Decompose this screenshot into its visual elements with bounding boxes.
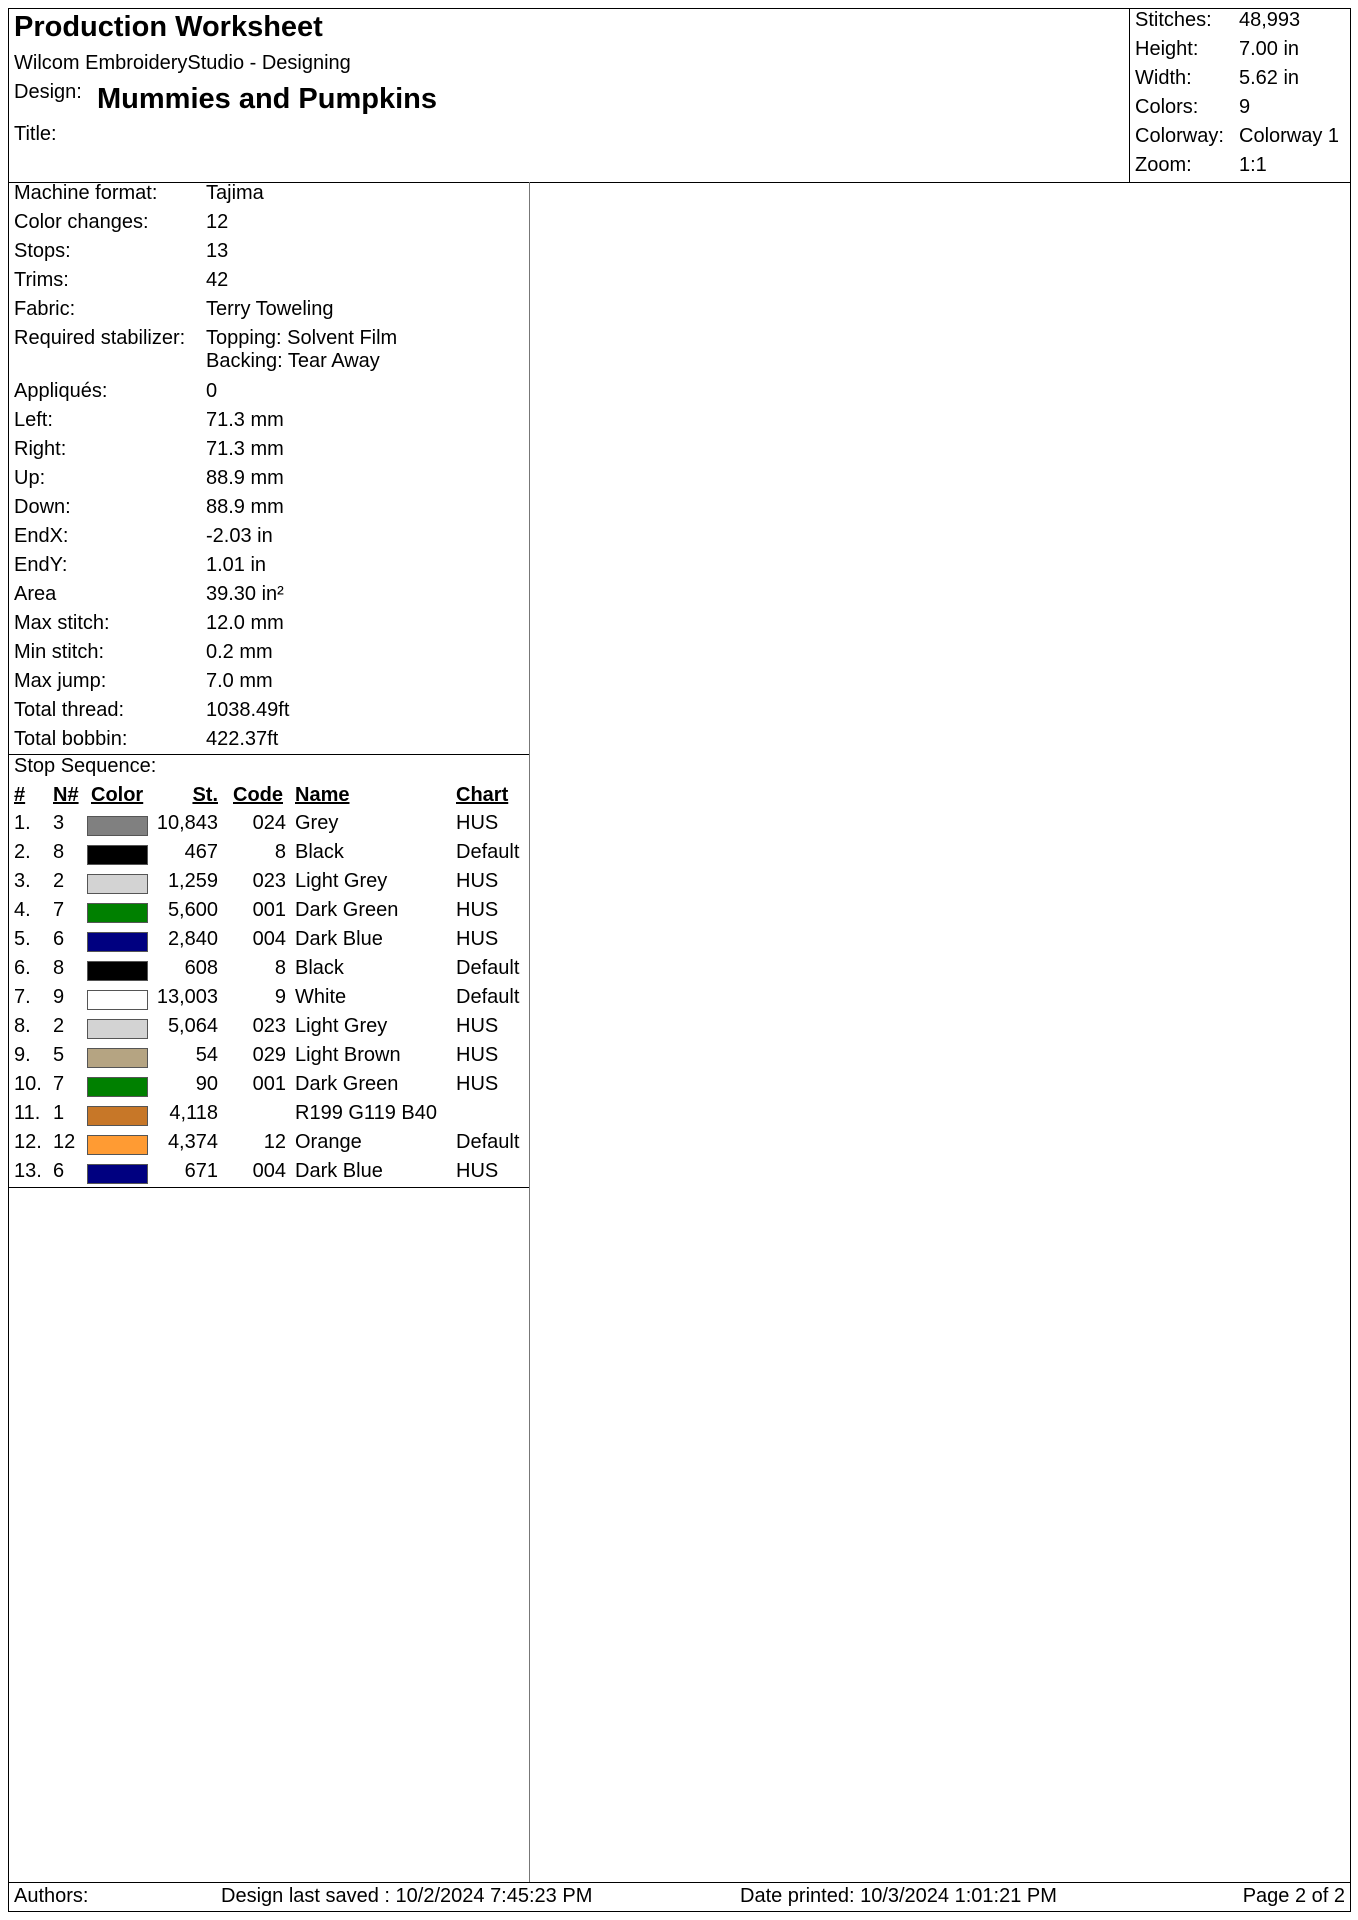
thread-name: Dark Blue — [295, 1160, 383, 1182]
property-row — [9, 240, 529, 269]
header-code: Code — [233, 784, 283, 806]
thread-chart: HUS — [456, 1160, 499, 1182]
needle-number: 5 — [53, 1044, 65, 1066]
thread-name: Light Brown — [295, 1044, 401, 1066]
table-row — [9, 957, 529, 986]
stitch-count: 608 — [184, 957, 218, 979]
property-label: Total thread: — [14, 699, 125, 721]
property-value — [206, 583, 284, 606]
header-stitches: St. — [192, 784, 218, 806]
table-row — [9, 1073, 529, 1102]
property-label: Fabric: — [14, 298, 76, 320]
property-value-line: Backing: Tear Away — [206, 350, 380, 372]
property-row — [9, 496, 529, 525]
property-label: Total bobbin: — [14, 728, 128, 750]
stitch-count: 2,840 — [167, 928, 218, 950]
stat-value: 48,993 — [1239, 9, 1301, 31]
stat-row — [1130, 67, 1351, 96]
thread-chart: HUS — [456, 928, 499, 950]
page-title: Production Worksheet — [14, 11, 323, 43]
color-swatch — [87, 1077, 148, 1097]
needle-number: 9 — [53, 986, 65, 1008]
stat-row — [1130, 125, 1351, 154]
worksheet-header — [9, 9, 1350, 183]
needle-number: 6 — [53, 1160, 65, 1182]
needle-number: 12 — [53, 1131, 76, 1153]
property-label: Max stitch: — [14, 612, 110, 634]
property-value-line: 0.2 mm — [206, 641, 273, 663]
thread-code: 023 — [252, 870, 286, 892]
authors-label: Authors: — [14, 1885, 89, 1907]
property-value — [206, 269, 228, 292]
thread-name: R199 G119 B40 — [295, 1102, 437, 1124]
stat-value: Colorway 1 — [1239, 125, 1340, 147]
last-saved: Design last saved : 10/2/2024 7:45:23 PM — [221, 1885, 593, 1907]
property-value — [206, 298, 333, 321]
thread-code: 004 — [252, 1160, 286, 1182]
property-value — [206, 728, 278, 751]
property-label: EndY: — [14, 554, 68, 576]
stat-value: 1:1 — [1239, 154, 1267, 176]
stitch-count: 1,259 — [167, 870, 218, 892]
property-row — [9, 525, 529, 554]
property-label: EndX: — [14, 525, 69, 547]
table-row — [9, 899, 529, 928]
color-swatch — [87, 961, 148, 981]
property-value — [206, 699, 289, 722]
stitch-count: 13,003 — [156, 986, 218, 1008]
header-index: # — [14, 784, 26, 806]
property-value — [206, 211, 228, 234]
table-row — [9, 1044, 529, 1073]
property-row — [9, 670, 529, 699]
property-value-line: 39.30 in² — [206, 583, 284, 605]
thread-code: 001 — [252, 1073, 286, 1095]
design-name: Mummies and Pumpkins — [97, 83, 438, 115]
property-row — [9, 612, 529, 641]
property-row — [9, 699, 529, 728]
color-swatch — [87, 932, 148, 952]
stat-label: Colors: — [1135, 96, 1199, 118]
table-row — [9, 1015, 529, 1044]
property-value — [206, 327, 397, 373]
property-label: Min stitch: — [14, 641, 105, 663]
property-label: Left: — [14, 409, 53, 431]
needle-number: 2 — [53, 1015, 65, 1037]
property-value-line: Tajima — [206, 182, 264, 204]
table-row — [9, 1160, 529, 1189]
property-value — [206, 182, 264, 205]
property-value — [206, 380, 217, 403]
property-row — [9, 211, 529, 240]
thread-chart: Default — [456, 1131, 520, 1153]
stitch-count: 4,374 — [167, 1131, 218, 1153]
property-value — [206, 409, 284, 432]
property-row — [9, 438, 529, 467]
property-label: Stops: — [14, 240, 71, 262]
worksheet-page — [8, 8, 1351, 1912]
thread-name: Dark Blue — [295, 928, 383, 950]
needle-number: 7 — [53, 1073, 65, 1095]
header-needle: N# — [53, 784, 79, 806]
thread-chart: Default — [456, 986, 520, 1008]
left-column — [9, 182, 530, 1882]
needle-number: 6 — [53, 928, 65, 950]
thread-chart: Default — [456, 957, 520, 979]
property-row — [9, 467, 529, 496]
table-row — [9, 841, 529, 870]
thread-name: Orange — [295, 1131, 362, 1153]
stat-label: Height: — [1135, 38, 1199, 60]
thread-chart: HUS — [456, 1073, 499, 1095]
property-value-line: 12 — [206, 211, 229, 233]
property-row — [9, 728, 529, 757]
thread-name: White — [295, 986, 347, 1008]
property-row — [9, 554, 529, 583]
thread-code: 023 — [252, 1015, 286, 1037]
property-row — [9, 327, 529, 380]
property-value — [206, 554, 266, 577]
stitch-count: 671 — [184, 1160, 218, 1182]
color-swatch — [87, 990, 148, 1010]
property-label: Max jump: — [14, 670, 107, 692]
stop-sequence-table — [9, 754, 529, 1188]
color-swatch — [87, 903, 148, 923]
stat-row — [1130, 154, 1351, 183]
property-label: Trims: — [14, 269, 69, 291]
stitch-count: 54 — [195, 1044, 218, 1066]
stat-row — [1130, 38, 1351, 67]
row-index: 11. — [14, 1102, 41, 1124]
thread-name: Black — [295, 841, 344, 863]
thread-chart: HUS — [456, 1044, 499, 1066]
table-row — [9, 812, 529, 841]
stitch-count: 4,118 — [169, 1102, 218, 1124]
row-index: 10. — [14, 1073, 42, 1095]
application-name: Wilcom EmbroideryStudio - Designing — [14, 52, 351, 74]
color-swatch — [87, 874, 148, 894]
page-number: Page 2 of 2 — [1242, 1885, 1345, 1907]
color-swatch — [87, 1048, 148, 1068]
property-label: Up: — [14, 467, 46, 489]
color-swatch — [87, 1135, 148, 1155]
property-label: Right: — [14, 438, 67, 460]
thread-name: Dark Green — [295, 1073, 399, 1095]
design-stats-panel — [1129, 9, 1351, 182]
property-value-line: Topping: Solvent Film — [206, 327, 398, 349]
thread-code: 029 — [252, 1044, 286, 1066]
color-swatch — [87, 1019, 148, 1039]
color-swatch — [87, 816, 148, 836]
design-label: Design: — [14, 81, 82, 103]
property-value-line: 422.37ft — [206, 728, 279, 750]
thread-name: Grey — [295, 812, 339, 834]
row-index: 13. — [14, 1160, 42, 1182]
needle-number: 2 — [53, 870, 65, 892]
stat-value: 9 — [1239, 96, 1251, 118]
property-row — [9, 269, 529, 298]
worksheet-footer — [9, 1882, 1350, 1912]
needle-number: 8 — [53, 957, 65, 979]
property-value-line: 1038.49ft — [206, 699, 290, 721]
row-index: 2. — [14, 841, 31, 863]
row-index: 7. — [14, 986, 31, 1008]
stat-row — [1130, 96, 1351, 125]
thread-code: 12 — [263, 1131, 286, 1153]
thread-name: Light Grey — [295, 1015, 388, 1037]
needle-number: 1 — [53, 1102, 65, 1124]
stat-row — [1130, 9, 1351, 38]
table-row — [9, 1131, 529, 1160]
property-label: Area — [14, 583, 57, 605]
property-value-line: 88.9 mm — [206, 496, 284, 518]
property-value — [206, 641, 273, 664]
table-row — [9, 1102, 529, 1131]
property-value-line: 0 — [206, 380, 218, 402]
row-index: 1. — [14, 812, 31, 834]
property-value — [206, 670, 273, 693]
property-value-line: 1.01 in — [206, 554, 267, 576]
stat-label: Colorway: — [1135, 125, 1224, 147]
color-swatch — [87, 1164, 148, 1184]
stat-label: Zoom: — [1135, 154, 1192, 176]
stitch-count: 5,064 — [167, 1015, 218, 1037]
table-row — [9, 928, 529, 957]
row-index: 5. — [14, 928, 31, 950]
property-value — [206, 240, 228, 263]
stitch-count: 90 — [195, 1073, 218, 1095]
property-value-line: 13 — [206, 240, 229, 262]
thread-chart: HUS — [456, 1015, 499, 1037]
property-row — [9, 182, 529, 211]
thread-code: 8 — [274, 957, 286, 979]
thread-code: 8 — [274, 841, 286, 863]
property-label: Required stabilizer: — [14, 327, 186, 349]
needle-number: 3 — [53, 812, 65, 834]
property-label: Down: — [14, 496, 71, 518]
property-value — [206, 612, 284, 635]
stat-label: Stitches: — [1135, 9, 1212, 31]
property-label: Machine format: — [14, 182, 158, 204]
property-value-line: 71.3 mm — [206, 438, 284, 460]
row-index: 4. — [14, 899, 31, 921]
header-color: Color — [91, 784, 144, 806]
property-value-line: 12.0 mm — [206, 612, 284, 634]
thread-code: 024 — [252, 812, 286, 834]
table-row — [9, 870, 529, 899]
thread-chart: HUS — [456, 812, 499, 834]
thread-chart: HUS — [456, 899, 499, 921]
design-properties — [9, 182, 529, 755]
property-value-line: 71.3 mm — [206, 409, 284, 431]
property-value — [206, 467, 284, 490]
thread-name: Light Grey — [295, 870, 388, 892]
stat-value: 5.62 in — [1239, 67, 1300, 89]
thread-code: 004 — [252, 928, 286, 950]
property-row — [9, 641, 529, 670]
thread-code: 001 — [252, 899, 286, 921]
property-value — [206, 496, 284, 519]
property-value — [206, 438, 284, 461]
header-name: Name — [295, 784, 350, 806]
table-row — [9, 986, 529, 1015]
row-index: 6. — [14, 957, 31, 979]
color-swatch — [87, 845, 148, 865]
property-label: Appliqués: — [14, 380, 108, 402]
property-row — [9, 583, 529, 612]
row-index: 8. — [14, 1015, 31, 1037]
property-row — [9, 298, 529, 327]
property-value — [206, 525, 273, 548]
row-index: 3. — [14, 870, 31, 892]
stat-value: 7.00 in — [1239, 38, 1300, 60]
color-swatch — [87, 1106, 148, 1126]
thread-name: Dark Green — [295, 899, 399, 921]
stitch-count: 10,843 — [156, 812, 218, 834]
row-index: 12. — [14, 1131, 42, 1153]
property-label: Color changes: — [14, 211, 149, 233]
stat-label: Width: — [1135, 67, 1192, 89]
property-row — [9, 380, 529, 409]
property-value-line: Terry Toweling — [206, 298, 334, 320]
thread-code: 9 — [274, 986, 286, 1008]
needle-number: 8 — [53, 841, 65, 863]
thread-chart: HUS — [456, 870, 499, 892]
stitch-count: 467 — [184, 841, 218, 863]
row-index: 9. — [14, 1044, 31, 1066]
property-value-line: 88.9 mm — [206, 467, 284, 489]
stop-sequence-title: Stop Sequence: — [14, 755, 157, 777]
date-printed: Date printed: 10/3/2024 1:01:21 PM — [740, 1885, 1057, 1907]
property-value-line: 42 — [206, 269, 229, 291]
needle-number: 7 — [53, 899, 65, 921]
title-label: Title: — [14, 123, 57, 145]
thread-name: Black — [295, 957, 344, 979]
header-chart: Chart — [456, 784, 509, 806]
thread-chart: Default — [456, 841, 520, 863]
property-row — [9, 409, 529, 438]
property-value-line: -2.03 in — [206, 525, 273, 547]
stitch-count: 5,600 — [167, 899, 218, 921]
property-value-line: 7.0 mm — [206, 670, 273, 692]
